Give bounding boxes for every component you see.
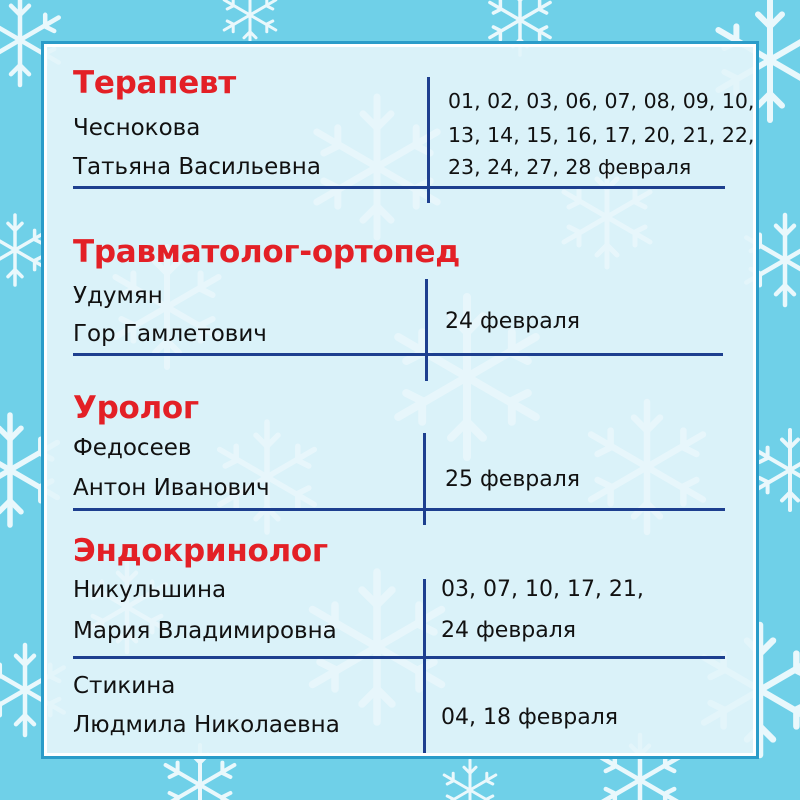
doctor-surname: Стикина — [73, 673, 176, 699]
column-divider — [423, 433, 426, 525]
doctor-given-name: Гор Гамлетович — [73, 321, 267, 347]
column-divider — [423, 579, 426, 753]
section-title-urologist: Уролог — [73, 390, 199, 426]
section-title-endocrinologist: Эндокринолог — [73, 533, 328, 569]
appointment-dates: 04, 18 февраля — [441, 705, 619, 730]
doctor-surname: Чеснокова — [73, 115, 201, 141]
doctor-surname: Никульшина — [73, 577, 227, 603]
row-divider — [73, 186, 725, 189]
schedule-card — [44, 44, 756, 756]
doctor-surname: Федосеев — [73, 435, 192, 461]
appointment-dates: 24 февраля — [441, 618, 577, 643]
appointment-dates: 01, 02, 03, 06, 07, 08, 09, 10, — [448, 89, 755, 113]
doctor-given-name: Мария Владимировна — [73, 618, 337, 644]
appointment-dates: 23, 24, 27, 28 февраля — [448, 155, 692, 179]
doctor-given-name: Людмила Николаевна — [73, 712, 340, 738]
doctor-given-name: Антон Иванович — [73, 475, 270, 501]
doctor-surname: Удумян — [73, 283, 163, 309]
row-divider — [73, 508, 725, 511]
column-divider — [425, 279, 428, 381]
doctor-given-name: Татьяна Васильевна — [73, 154, 321, 180]
appointment-dates: 25 февраля — [445, 467, 581, 492]
appointment-dates: 13, 14, 15, 16, 17, 20, 21, 22, — [448, 123, 755, 147]
appointment-dates: 03, 07, 10, 17, 21, — [441, 577, 644, 602]
section-title-therapist: Терапевт — [73, 65, 236, 101]
section-title-traumatologist: Травматолог-ортопед — [73, 234, 460, 270]
column-divider — [427, 77, 430, 203]
row-divider — [73, 353, 723, 356]
row-divider — [73, 656, 725, 659]
appointment-dates: 24 февраля — [445, 309, 581, 334]
